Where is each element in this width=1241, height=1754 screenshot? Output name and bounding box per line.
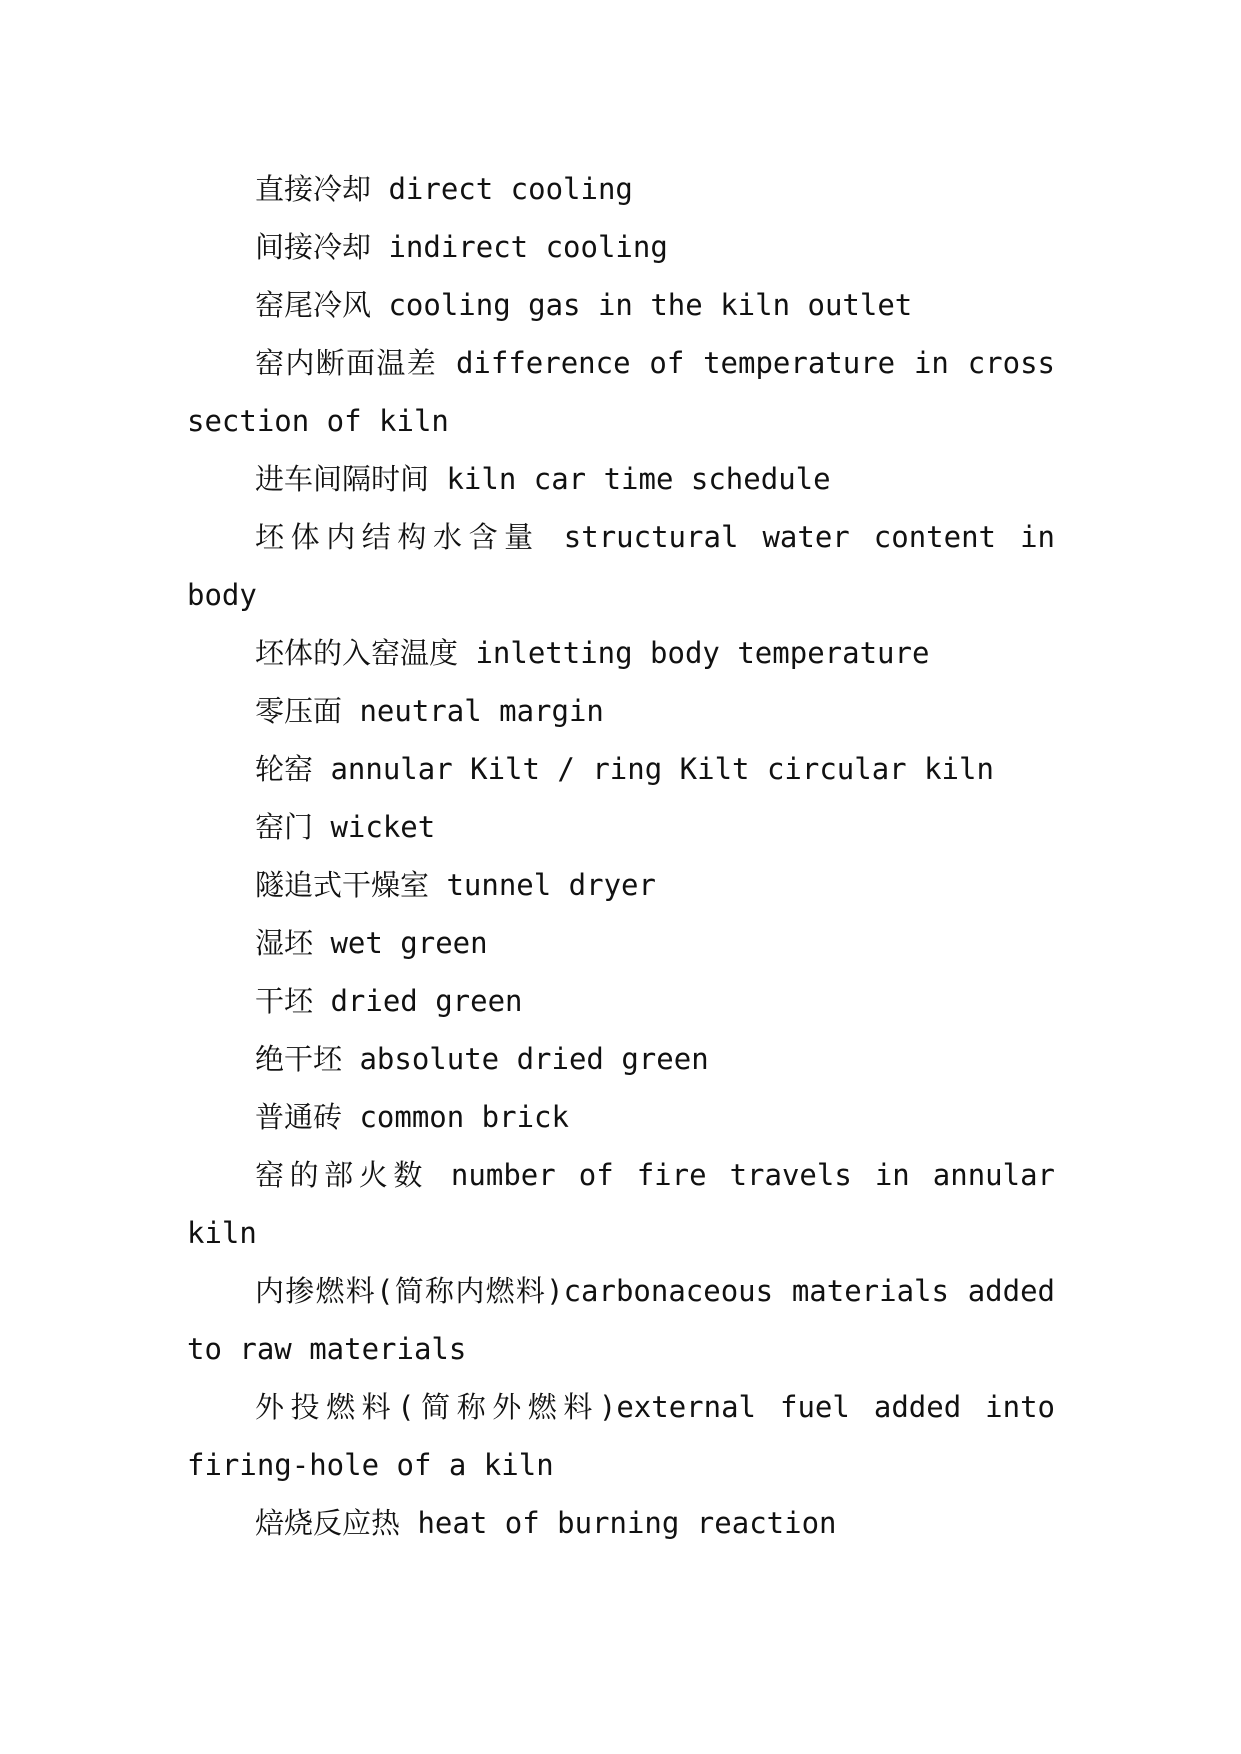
glossary-entry: 湿坯 wet green xyxy=(255,926,488,960)
glossary-entry: 坯体内结构水含量 structural water content in body xyxy=(187,520,1055,612)
glossary-entry: 焙烧反应热 heat of burning reaction xyxy=(255,1506,837,1540)
glossary-entry: 直接冷却 direct cooling xyxy=(255,172,633,206)
glossary-entry: 隧追式干燥室 tunnel dryer xyxy=(255,868,656,902)
glossary-entry: 窑门 wicket xyxy=(255,810,436,844)
glossary-entry: 轮窑 annular Kilt / ring Kilt circular kiln xyxy=(255,752,994,786)
glossary-entry: 窑的部火数 number of fire travels in annular kiln xyxy=(187,1158,1055,1250)
glossary-entry: 绝干坯 absolute dried green xyxy=(255,1042,709,1076)
glossary-entry: 窑尾冷风 cooling gas in the kiln outlet xyxy=(255,288,913,322)
glossary-entry: 内掺燃料(简称内燃料)carbonaceous materials added to raw materials xyxy=(187,1274,1055,1366)
glossary-list xyxy=(187,160,1055,1552)
glossary-entry: 干坯 dried green xyxy=(255,984,523,1018)
glossary-entry: 普通砖 common brick xyxy=(255,1100,569,1134)
glossary-entry: 零压面 neutral margin xyxy=(255,694,604,728)
glossary-entry: 窑内断面温差 difference of temperature in cross section of kiln xyxy=(187,346,1055,438)
glossary-entry: 坯体的入窑温度 inletting body temperature xyxy=(255,636,930,670)
glossary-entry: 进车间隔时间 kiln car time schedule xyxy=(255,462,831,496)
glossary-entry: 外投燃料(简称外燃料)external fuel added into firing-hole of a kiln xyxy=(187,1390,1055,1482)
glossary-entry: 间接冷却 indirect cooling xyxy=(255,230,668,264)
